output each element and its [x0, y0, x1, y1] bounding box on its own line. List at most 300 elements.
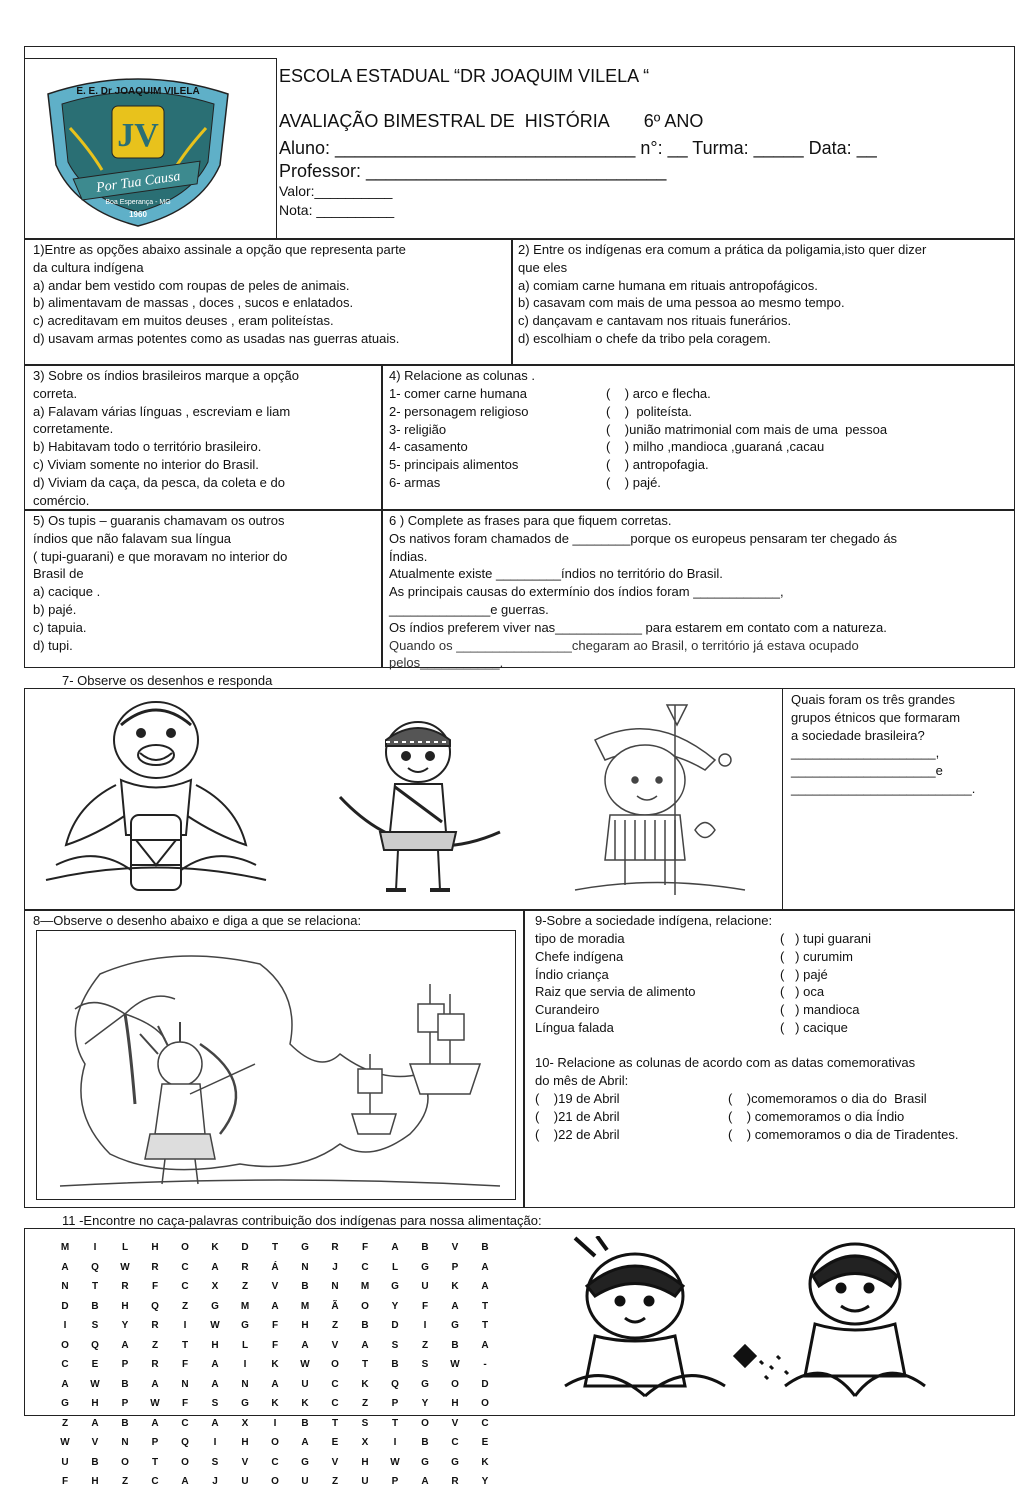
q4-right-item[interactable]: ( ) pajé. — [606, 474, 661, 490]
q1-option-b[interactable]: b) alimentavam de massas , doces , sucos e enlatados. — [33, 295, 354, 311]
word-search-letter[interactable]: M — [240, 1300, 250, 1312]
word-search-letter[interactable]: R — [151, 1320, 159, 1331]
word-search-letter[interactable]: F — [271, 1320, 279, 1331]
word-search-letter[interactable]: A — [211, 1261, 219, 1273]
q10-celebration: ( )comemoramos o dia do Brasil — [728, 1091, 927, 1106]
word-search-letter[interactable]: H — [241, 1437, 249, 1448]
word-search-letter[interactable]: I — [213, 1437, 217, 1448]
word-search-letter[interactable]: I — [243, 1359, 247, 1370]
q6-line[interactable]: Atualmente existe _________índios no território do Brasil. — [389, 566, 723, 582]
word-search-letter[interactable]: A — [91, 1417, 99, 1429]
q10-date[interactable]: ( )22 de Abril — [535, 1126, 620, 1142]
word-search-letter[interactable]: F — [361, 1242, 369, 1253]
word-search-letter[interactable]: H — [301, 1320, 309, 1331]
word-search-letter[interactable]: D — [61, 1300, 69, 1312]
q3-option-b[interactable]: b) Habitavam todo o território brasileiro. — [33, 439, 262, 455]
header-divider — [24, 58, 276, 59]
word-search-letter[interactable]: N — [121, 1437, 129, 1448]
word-search-letter[interactable]: H — [451, 1398, 459, 1409]
word-search-letter[interactable]: R — [241, 1261, 249, 1273]
exam-title: AVALIAÇÃO BIMESTRAL DE HISTÓRIA 6º ANO — [279, 111, 704, 131]
word-search-letter[interactable]: H — [361, 1456, 369, 1468]
logo-year: 1960 — [129, 210, 147, 219]
word-search-letter[interactable]: V — [271, 1281, 279, 1292]
word-search-letter[interactable]: Z — [331, 1320, 339, 1331]
word-search-letter[interactable]: X — [361, 1437, 369, 1448]
word-search-letter[interactable]: Z — [421, 1339, 429, 1351]
q3-line: comércio. — [33, 492, 90, 508]
q1-line: 1)Entre as opções abaixo assinale a opção que representa parte — [33, 242, 406, 257]
word-search-letter[interactable]: S — [391, 1339, 399, 1351]
word-search-letter[interactable]: Y — [121, 1320, 129, 1331]
word-search-letter[interactable]: G — [211, 1300, 219, 1312]
q4-left-item: 5- principais alimentos — [389, 457, 519, 473]
word-search-letter[interactable]: K — [271, 1359, 279, 1370]
word-search-grid[interactable] — [50, 1238, 500, 1487]
q4-right-item[interactable]: ( ) antropofagia. — [606, 457, 709, 473]
word-search-letter[interactable]: C — [331, 1378, 339, 1390]
word-search-letter[interactable]: W — [150, 1398, 160, 1409]
word-search-letter[interactable]: G — [241, 1398, 249, 1409]
word-search-letter[interactable]: T — [91, 1281, 99, 1292]
word-search-letter[interactable]: O — [481, 1398, 489, 1409]
word-search-letter[interactable]: E — [481, 1437, 489, 1448]
word-search-letter[interactable]: A — [301, 1339, 309, 1351]
header-vertical-divider — [276, 58, 277, 239]
word-search-letter[interactable]: W — [120, 1261, 130, 1273]
european-boy-drawing — [555, 700, 765, 900]
word-search-letter[interactable]: X — [241, 1417, 249, 1429]
q5-line: Brasil de — [33, 566, 84, 582]
logo-ring-text: E. E. Dr JOAQUIM VILELA — [76, 86, 200, 97]
q7-answer-line[interactable]: _________________________. — [791, 780, 976, 796]
word-search-letter[interactable]: F — [151, 1281, 159, 1292]
word-search-letter[interactable]: W — [210, 1320, 220, 1331]
word-search-letter[interactable]: Q — [181, 1437, 189, 1448]
word-search-letter[interactable]: A — [61, 1261, 69, 1273]
word-search-letter[interactable]: I — [183, 1320, 187, 1331]
word-search-letter[interactable]: A — [301, 1437, 309, 1448]
word-search-letter[interactable]: R — [451, 1476, 459, 1487]
word-search-letter[interactable]: Y — [481, 1476, 489, 1487]
word-search-letter[interactable]: W — [390, 1456, 400, 1468]
q5-option-d[interactable]: d) tupi. — [33, 637, 73, 653]
word-search-letter[interactable]: J — [212, 1476, 218, 1487]
word-search-letter[interactable]: A — [151, 1378, 159, 1390]
word-search-letter[interactable]: O — [61, 1339, 69, 1351]
word-search-letter[interactable]: H — [211, 1339, 219, 1351]
q4-left-column — [389, 385, 528, 492]
q3-option-d[interactable]: d) Viviam da caça, da pesca, da coleta e do — [33, 474, 285, 490]
word-search-letter[interactable]: Z — [361, 1398, 369, 1409]
q5-line: índios que não falavam sua língua — [33, 530, 232, 546]
word-search-letter[interactable]: G — [241, 1320, 249, 1331]
word-search-letter[interactable]: T — [361, 1359, 369, 1370]
word-search-letter[interactable]: O — [121, 1456, 129, 1468]
word-search-letter[interactable]: N — [331, 1281, 339, 1292]
word-search-letter[interactable]: K — [451, 1281, 459, 1292]
word-search-letter[interactable]: F — [181, 1359, 189, 1370]
word-search-letter[interactable]: P — [121, 1398, 129, 1409]
word-search-letter[interactable]: C — [451, 1437, 459, 1448]
word-search-letter[interactable]: A — [481, 1281, 489, 1292]
word-search-letter[interactable]: S — [91, 1320, 99, 1331]
word-search-letter[interactable]: Q — [91, 1339, 99, 1351]
word-search-letter[interactable]: X — [211, 1281, 219, 1292]
kids-eating-drawing — [545, 1236, 945, 1408]
word-search-letter[interactable]: A — [361, 1339, 369, 1351]
word-search-letter[interactable]: M — [300, 1300, 310, 1312]
word-search-letter[interactable]: A — [151, 1417, 159, 1429]
word-search-letter[interactable]: G — [421, 1261, 429, 1273]
q9-left-item: Chefe indígena — [535, 948, 624, 964]
q5-option-a[interactable]: a) cacique . — [33, 584, 101, 600]
word-search-letter[interactable]: B — [91, 1456, 99, 1468]
word-search-letter[interactable]: T — [391, 1417, 399, 1429]
word-search-letter[interactable]: O — [271, 1476, 279, 1487]
word-search-letter[interactable]: A — [271, 1300, 279, 1312]
q2-line: que eles — [518, 259, 568, 275]
word-search-letter[interactable]: O — [451, 1378, 459, 1390]
q10-celebration: ( ) comemoramos o dia Índio — [728, 1108, 905, 1124]
grade-field[interactable]: Nota: __________ — [279, 202, 395, 218]
word-search-letter[interactable]: G — [301, 1456, 309, 1468]
word-search-letter[interactable]: C — [481, 1417, 489, 1429]
question-1 — [33, 241, 406, 348]
logo-motto: Por Tua Causa — [95, 169, 182, 196]
word-search-letter[interactable]: V — [241, 1456, 249, 1468]
african-man-drawing — [36, 695, 276, 900]
q4-right-item[interactable]: ( ) politeísta. — [606, 403, 692, 419]
logo-city: Boa Esperança - MG — [105, 199, 171, 206]
word-search-letter[interactable]: V — [451, 1417, 459, 1429]
q4-right-item[interactable]: ( ) milho ,mandioca ,guaraná ,cacau — [606, 439, 825, 455]
question-10-title — [535, 1054, 915, 1090]
q9-right-column — [780, 930, 871, 1037]
word-search-letter[interactable]: T — [331, 1417, 339, 1429]
word-search-letter[interactable]: Z — [241, 1281, 249, 1292]
word-search-letter[interactable]: P — [391, 1398, 399, 1409]
word-search-letter[interactable]: Z — [331, 1476, 339, 1487]
word-search-letter[interactable]: - — [483, 1359, 487, 1370]
word-search-letter[interactable]: K — [211, 1242, 219, 1253]
word-search-letter[interactable]: B — [451, 1339, 459, 1351]
word-search-letter[interactable]: Á — [271, 1261, 279, 1273]
word-search-letter[interactable]: C — [151, 1476, 159, 1487]
word-search-letter[interactable]: U — [301, 1378, 309, 1390]
word-search-letter[interactable]: S — [361, 1417, 369, 1429]
word-search-letter[interactable]: V — [451, 1242, 459, 1253]
word-search-letter[interactable]: A — [451, 1300, 459, 1312]
word-search-letter[interactable]: C — [361, 1261, 369, 1273]
word-search-letter[interactable]: B — [121, 1417, 129, 1429]
word-search-letter[interactable]: U — [241, 1476, 249, 1487]
word-search-letter[interactable]: K — [481, 1456, 489, 1468]
word-search-letter[interactable]: I — [273, 1417, 277, 1429]
q4-right-item[interactable]: ( ) arco e flecha. — [606, 386, 711, 401]
word-search-letter[interactable]: Ã — [331, 1300, 339, 1312]
q9-right-item[interactable]: ( ) mandioca — [780, 1002, 860, 1018]
q10-celebration: ( ) comemoramos o dia de Tiradentes. — [728, 1126, 959, 1142]
q7-line: grupos étnicos que formaram — [791, 709, 961, 725]
q4-left-item: 2- personagem religioso — [389, 403, 529, 419]
word-search-letter[interactable]: P — [451, 1261, 459, 1273]
word-search-letter[interactable]: O — [271, 1437, 279, 1448]
word-search-letter[interactable]: A — [211, 1417, 219, 1429]
word-search-letter[interactable]: P — [121, 1359, 129, 1370]
word-search-letter[interactable]: C — [331, 1398, 339, 1409]
word-search-letter[interactable]: K — [361, 1378, 369, 1390]
q9-right-item[interactable]: ( ) cacique — [780, 1019, 848, 1035]
word-search-letter[interactable]: F — [61, 1476, 69, 1487]
word-search-letter[interactable]: A — [481, 1261, 489, 1273]
word-search-letter[interactable]: A — [61, 1378, 69, 1390]
word-search-letter[interactable]: V — [331, 1456, 339, 1468]
word-search-letter[interactable]: G — [451, 1456, 459, 1468]
word-search-letter[interactable]: P — [391, 1476, 399, 1487]
word-search-letter[interactable]: W — [60, 1437, 70, 1448]
q4-right-item[interactable]: ( )união matrimonial com mais de uma pessoa — [606, 421, 888, 437]
q9-right-item[interactable]: ( ) pajé — [780, 966, 828, 982]
word-search-letter[interactable]: B — [121, 1378, 129, 1390]
q3-line: correta. — [33, 385, 78, 401]
q10-title-line: do mês de Abril: — [535, 1072, 629, 1088]
word-search-letter[interactable]: V — [91, 1437, 99, 1448]
q6-line[interactable]: ______________e guerras. — [389, 601, 549, 617]
school-name: ESCOLA ESTADUAL “DR JOAQUIM VILELA “ — [279, 66, 650, 86]
word-search-letter[interactable]: C — [61, 1359, 69, 1370]
word-search-letter[interactable]: O — [361, 1300, 369, 1312]
question-4-title: 4) Relacione as colunas . — [389, 368, 535, 383]
q3-option-a[interactable]: a) Falavam várias línguas , escreviam e liam — [33, 403, 291, 419]
q9-left-column — [535, 930, 695, 1037]
word-search-letter[interactable]: D — [391, 1320, 399, 1331]
word-search-letter[interactable]: S — [211, 1456, 219, 1468]
q5-option-c[interactable]: c) tapuia. — [33, 619, 87, 635]
word-search-letter[interactable]: D — [241, 1242, 249, 1253]
q6-line[interactable]: Quando os ________________chegaram ao Brasil, o território já estava ocupado — [389, 637, 859, 653]
word-search-letter[interactable]: W — [90, 1378, 100, 1390]
word-search-letter[interactable]: B — [421, 1437, 429, 1448]
word-search-letter[interactable]: N — [61, 1281, 69, 1292]
q7-line: a sociedade brasileira? — [791, 727, 925, 743]
word-search-letter[interactable]: U — [301, 1476, 309, 1487]
word-search-letter[interactable]: R — [331, 1242, 339, 1253]
word-search-letter[interactable]: T — [271, 1242, 279, 1253]
word-search-letter[interactable]: G — [61, 1398, 69, 1409]
word-search-letter[interactable]: W — [450, 1359, 460, 1370]
word-search-letter[interactable]: T — [181, 1339, 189, 1351]
word-search-letter[interactable]: T — [151, 1456, 159, 1468]
word-search-letter[interactable]: N — [181, 1378, 189, 1390]
word-search-letter[interactable]: S — [421, 1359, 429, 1370]
value-field[interactable]: Valor:__________ — [279, 183, 393, 199]
q9-right-item[interactable]: ( ) oca — [780, 984, 825, 1000]
word-search-letter[interactable]: I — [423, 1320, 427, 1331]
word-search-letter[interactable]: I — [393, 1437, 397, 1448]
q9-left-item: Língua falada — [535, 1019, 614, 1035]
word-search-letter[interactable]: T — [481, 1300, 489, 1312]
word-search-letter[interactable]: Z — [121, 1476, 129, 1487]
word-search-letter[interactable]: L — [241, 1339, 249, 1351]
word-search-letter[interactable]: R — [151, 1359, 159, 1370]
q4-left-item: 1- comer carne humana — [389, 386, 528, 401]
word-search-letter[interactable]: A — [391, 1242, 399, 1253]
q5-line: ( tupi-guarani) e que moravam no interior do — [33, 548, 288, 564]
word-search-letter[interactable]: B — [361, 1320, 369, 1331]
q1-option-d[interactable]: d) usavam armas potentes como as usadas nas guerras atuais. — [33, 330, 400, 346]
word-search-letter[interactable]: A — [121, 1339, 129, 1351]
teacher-field[interactable]: Professor: ______________________________ — [279, 161, 667, 181]
word-search-letter[interactable]: Y — [391, 1300, 399, 1312]
word-search-letter[interactable]: B — [301, 1281, 309, 1292]
q6-line[interactable]: pelos___________. — [389, 655, 504, 671]
word-search-letter[interactable]: B — [421, 1242, 429, 1253]
word-search-letter[interactable]: F — [271, 1339, 279, 1351]
word-search-letter[interactable]: Q — [151, 1300, 159, 1312]
question-9-title: 9-Sobre a sociedade indígena, relacione: — [535, 913, 773, 928]
word-search-letter[interactable]: F — [181, 1398, 189, 1409]
word-search-letter[interactable]: G — [421, 1378, 429, 1390]
word-search-letter[interactable]: W — [300, 1359, 310, 1370]
word-search-letter[interactable]: C — [181, 1417, 189, 1429]
question-6 — [389, 512, 897, 672]
word-search-letter[interactable]: I — [93, 1242, 97, 1253]
q9-left-item: Raiz que servia de alimento — [535, 984, 696, 1000]
word-search-letter[interactable]: O — [181, 1242, 189, 1253]
logo-initials: JV — [117, 117, 159, 154]
word-search-letter[interactable]: S — [211, 1398, 219, 1409]
word-search-letter[interactable]: K — [271, 1398, 279, 1409]
word-search-letter[interactable]: G — [391, 1281, 399, 1292]
word-search-letter[interactable]: B — [481, 1242, 489, 1253]
word-search-letter[interactable]: Z — [151, 1339, 159, 1351]
word-search-letter[interactable]: B — [301, 1417, 309, 1429]
student-field[interactable]: Aluno: ______________________________ n°: __ Turma: _____ Data: __ — [279, 138, 877, 158]
word-search-letter[interactable]: C — [271, 1456, 279, 1468]
word-search-letter[interactable]: U — [61, 1456, 69, 1468]
school-logo — [40, 70, 236, 230]
q9-right-item[interactable]: ( ) tupi guarani — [780, 931, 872, 946]
word-search-letter[interactable]: L — [121, 1242, 129, 1253]
word-search-letter[interactable]: A — [211, 1359, 219, 1370]
word-search-letter[interactable]: U — [421, 1281, 429, 1292]
q10-date[interactable]: ( )21 de Abril — [535, 1108, 620, 1124]
word-search-letter[interactable]: A — [421, 1476, 429, 1487]
q9-left-item: tipo de moradia — [535, 931, 625, 946]
q6-line[interactable]: As principais causas do extermínio dos índios foram ____________, — [389, 584, 784, 600]
q1-option-a[interactable]: a) andar bem vestido com roupas de peles de animais. — [33, 277, 350, 293]
question-8-title: 8—Observe o desenho abaixo e diga a que se relaciona: — [33, 913, 362, 928]
word-search-letter[interactable]: D — [481, 1378, 489, 1390]
q2-option-a[interactable]: a) comiam carne humana em rituais antropofágicos. — [518, 277, 818, 293]
word-search-letter[interactable]: O — [181, 1456, 189, 1468]
indigenous-boy-drawing — [320, 712, 520, 902]
word-search-letter[interactable]: V — [331, 1339, 339, 1351]
q2-option-b[interactable]: b) casavam com mais de uma pessoa ao mesmo tempo. — [518, 295, 845, 311]
word-search-letter[interactable]: A — [271, 1378, 279, 1390]
word-search-letter[interactable]: N — [301, 1261, 309, 1273]
word-search-letter[interactable]: O — [331, 1359, 339, 1370]
word-search-letter[interactable]: H — [151, 1242, 159, 1253]
q1-option-c[interactable]: c) acreditavam em muitos deuses , eram politeístas. — [33, 313, 334, 329]
word-search-letter[interactable]: A — [211, 1378, 219, 1390]
q7-line: Quais foram os três grandes — [791, 692, 956, 707]
q9-left-item: Índio criança — [535, 966, 609, 982]
q2-option-c[interactable]: c) dançavam e cantavam nos rituais funerários. — [518, 313, 792, 329]
q2-option-d[interactable]: d) escolhiam o chefe da tribo pela coragem. — [518, 330, 771, 346]
word-search-letter[interactable]: G — [301, 1242, 309, 1253]
word-search-letter[interactable]: T — [481, 1320, 489, 1331]
q2-line: 2) Entre os indígenas era comum a prática da poligamia,isto quer dizer — [518, 242, 927, 257]
word-search-letter[interactable]: B — [391, 1359, 399, 1370]
word-search-letter[interactable]: Q — [391, 1378, 399, 1390]
q6-line: Índias. — [389, 548, 428, 564]
word-search-letter[interactable]: E — [91, 1359, 99, 1370]
q7-divider — [782, 688, 783, 910]
word-search-letter[interactable]: A — [181, 1476, 189, 1487]
word-search-letter[interactable]: L — [391, 1261, 399, 1273]
q10-title-line: 10- Relacione as colunas de acordo com as datas comemorativas — [535, 1055, 916, 1070]
q10-right-column — [728, 1090, 958, 1143]
word-search-letter[interactable]: Z — [181, 1300, 189, 1312]
word-search-letter[interactable]: A — [481, 1339, 489, 1351]
word-search-letter[interactable]: H — [91, 1476, 99, 1487]
word-search-letter[interactable]: N — [241, 1378, 249, 1390]
q3-option-c[interactable]: c) Viviam somente no interior do Brasil. — [33, 456, 259, 472]
word-search-letter[interactable]: C — [181, 1281, 189, 1292]
word-search-letter[interactable]: G — [451, 1320, 459, 1331]
question-5 — [33, 512, 287, 654]
q9-right-item[interactable]: ( ) curumim — [780, 948, 853, 964]
word-search-letter[interactable]: E — [331, 1437, 339, 1448]
word-search-letter[interactable]: M — [60, 1242, 70, 1253]
word-search-letter[interactable]: I — [63, 1320, 67, 1331]
word-search-letter[interactable]: O — [421, 1417, 429, 1429]
word-search-letter[interactable]: H — [91, 1398, 99, 1409]
q4-left-item: 4- casamento — [389, 439, 468, 455]
word-search-letter[interactable]: M — [360, 1281, 370, 1292]
word-search-letter[interactable]: U — [361, 1476, 369, 1487]
q5-option-b[interactable]: b) pajé. — [33, 601, 77, 617]
word-search-letter[interactable]: C — [181, 1261, 189, 1273]
q4-left-item: 3- religião — [389, 421, 447, 437]
word-search-letter[interactable]: R — [121, 1281, 129, 1292]
discovery-scene-drawing — [40, 934, 512, 1196]
word-search-letter[interactable]: F — [421, 1300, 429, 1312]
word-search-letter[interactable]: P — [151, 1437, 159, 1448]
word-search-letter[interactable]: H — [121, 1300, 129, 1312]
word-search-letter[interactable]: Z — [61, 1417, 69, 1429]
q5-line: 5) Os tupis – guaranis chamavam os outros — [33, 513, 285, 528]
q6-line[interactable]: Os nativos foram chamados de ________porque os europeus pensaram ter chegado ás — [389, 530, 898, 546]
q6-line: 6 ) Complete as frases para que fiquem corretas. — [389, 513, 672, 528]
q7-answer-line[interactable]: ____________________, — [791, 745, 940, 761]
q10-date[interactable]: ( )19 de Abril — [535, 1091, 620, 1106]
word-search-letter[interactable]: K — [301, 1398, 309, 1409]
word-search-letter[interactable]: G — [421, 1456, 429, 1468]
word-search-letter[interactable]: B — [91, 1300, 99, 1312]
q6-line[interactable]: Os índios preferem viver nas____________ para estarem em contato com a natureza. — [389, 619, 887, 635]
q7-answer-line[interactable]: ____________________e — [791, 763, 943, 779]
q10-left-column — [535, 1090, 620, 1143]
word-search-letter[interactable]: Y — [421, 1398, 429, 1409]
question-3 — [33, 367, 299, 509]
question-11-title: 11 -Encontre no caça-palavras contribuição dos indígenas para nossa alimentação: — [62, 1213, 542, 1228]
word-search-letter[interactable]: J — [332, 1261, 338, 1273]
word-search-letter[interactable]: R — [151, 1261, 159, 1273]
word-search-letter[interactable]: Q — [91, 1261, 99, 1273]
